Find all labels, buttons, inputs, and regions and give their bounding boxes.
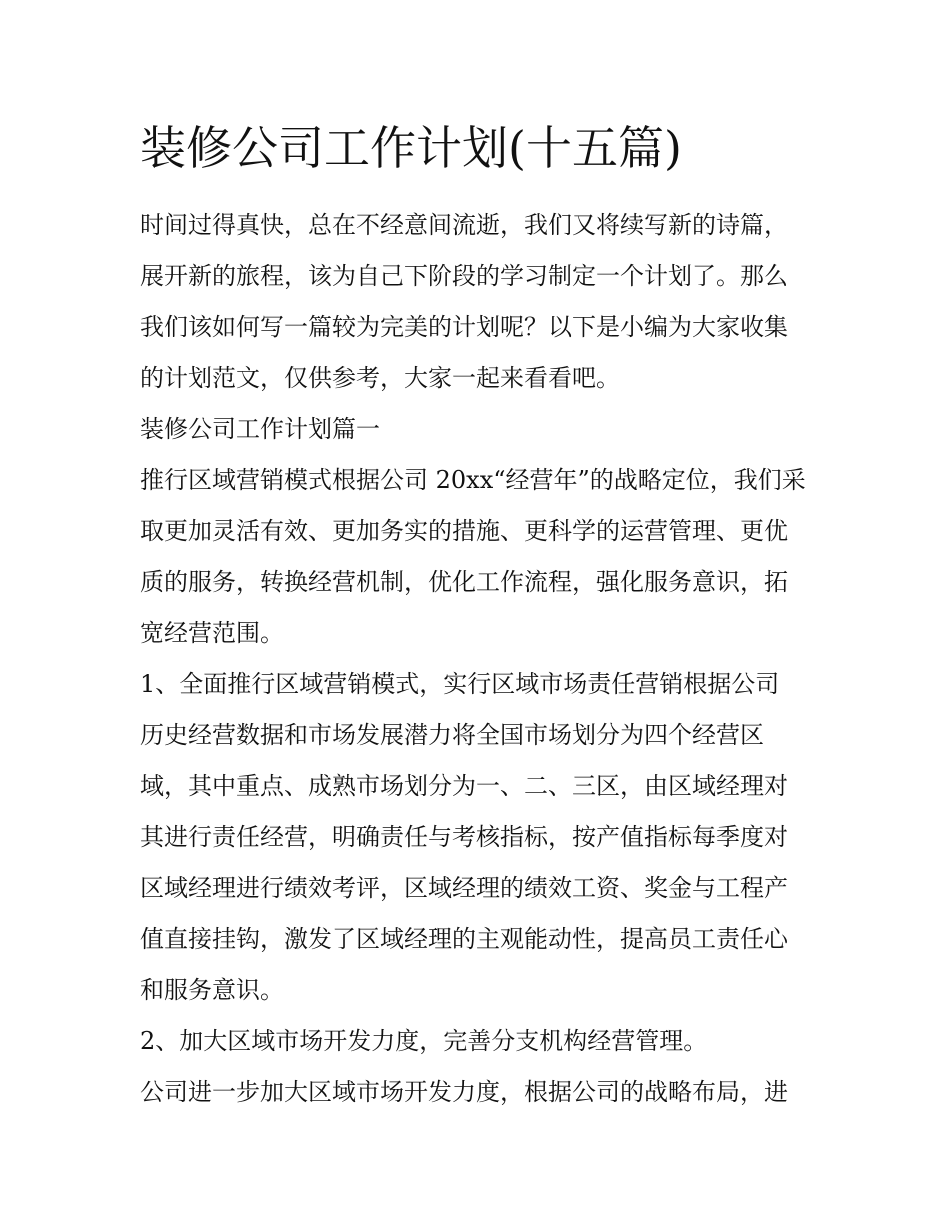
- body-line: 时间过得真快，总在不经意间流逝，我们又将续写新的诗篇，: [140, 211, 788, 239]
- body-line: 历史经营数据和市场发展潜力将全国市场划分为四个经营区: [140, 721, 764, 749]
- body-line: 我们该如何写一篇较为完美的计划呢？以下是小编为大家收集: [140, 313, 788, 341]
- body-line: 质的服务，转换经营机制，优化工作流程，强化服务意识，拓: [140, 568, 788, 596]
- body-line: 值直接挂钩，激发了区域经理的主观能动性，提高员工责任心: [140, 925, 788, 953]
- body-line: 和服务意识。: [140, 976, 284, 1004]
- document-body: [140, 200, 812, 1118]
- body-line: 的计划范文，仅供参考，大家一起来看看吧。: [140, 364, 620, 392]
- list-item-2-line: 2、加大区域市场开发力度，完善分支机构经营管理。: [140, 1027, 708, 1055]
- body-line: 推行区域营销模式根据公司 20xx“经营年”的战略定位，我们采: [140, 466, 806, 494]
- body-line: 公司进一步加大区域市场开发力度，根据公司的战略布局，进: [140, 1078, 788, 1106]
- list-item-1-line: 1、全面推行区域营销模式，实行区域市场责任营销根据公司: [140, 670, 780, 698]
- body-line: 取更加灵活有效、更加务实的措施、更科学的运营管理、更优: [140, 517, 788, 545]
- body-line: 其进行责任经营，明确责任与考核指标，按产值指标每季度对: [140, 823, 788, 851]
- document-title: 装修公司工作计划(十五篇): [140, 121, 682, 175]
- section-heading: 装修公司工作计划篇一: [140, 415, 380, 443]
- body-line: 展开新的旅程，该为自己下阶段的学习制定一个计划了。那么: [140, 262, 788, 290]
- body-line: 宽经营范围。: [140, 619, 284, 647]
- body-line: 区域经理进行绩效考评，区域经理的绩效工资、奖金与工程产: [140, 874, 788, 902]
- body-line: 域，其中重点、成熟市场划分为一、二、三区，由区域经理对: [140, 772, 788, 800]
